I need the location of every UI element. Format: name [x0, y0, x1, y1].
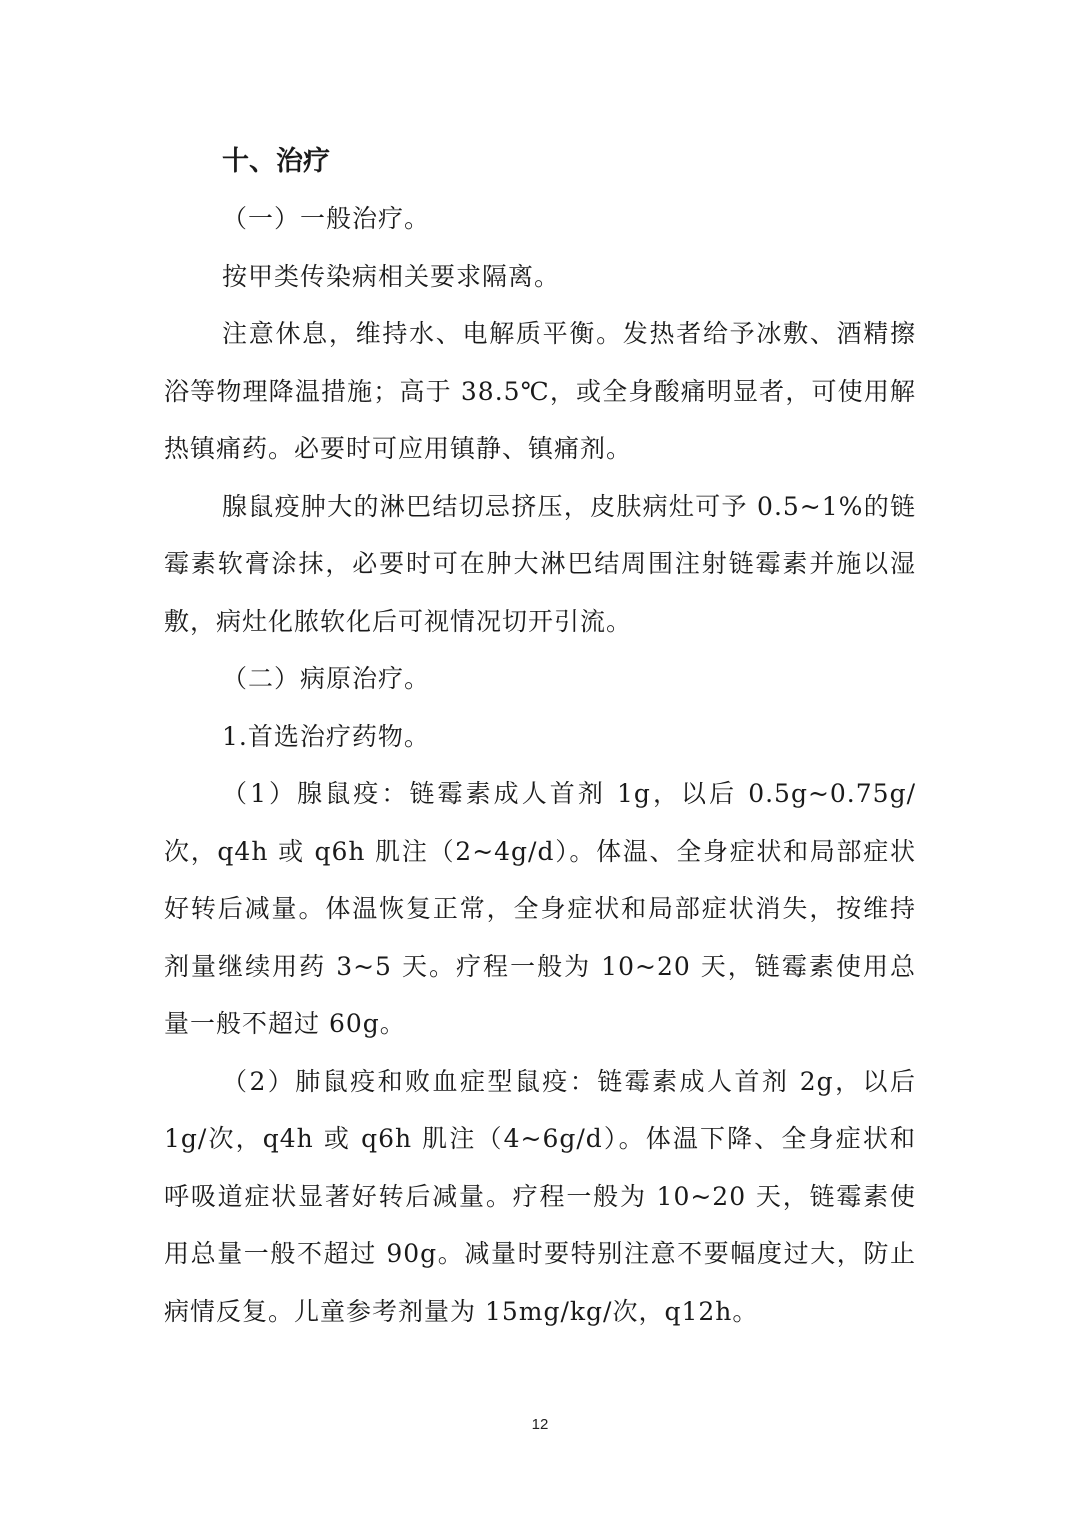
paragraph-rest-and-cooling: 注意休息，维持水、电解质平衡。发热者给予冰敷、酒精擦浴等物理降温措施；高于 38.5℃，或全身酸痛明显者，可使用解热镇痛药。必要时可应用镇静、镇痛剂。	[164, 319, 916, 463]
paragraph-lymph-node-care: 腺鼠疫肿大的淋巴结切忌挤压，皮肤病灶可予 0.5~1%的链霉素软膏涂抹，必要时可在肿大淋巴结周围注射链霉素并施以湿敷，病灶化脓软化后可视情况切开引流。	[164, 491, 916, 636]
paragraph-bubonic-plague-dosage: （1）腺鼠疫：链霉素成人首剂 1g，以后 0.5g~0.75g/次，q4h 或 q6h 肌注（2~4g/d）。体温、全身症状和局部症状好转后减量。体温恢复正常，全身症状和局部症状消失，按维持剂量继续用药 3~5 天。疗程一般为 10~20 天，链霉素使用总量一般不超过 60g。	[164, 779, 916, 1038]
section-heading: 十、治疗	[222, 146, 330, 177]
page-number: 12	[531, 1416, 549, 1433]
document-body	[164, 134, 916, 1340]
paragraph-pneumonic-septicemic-dosage: （2）肺鼠疫和败血症型鼠疫：链霉素成人首剂 2g，以后 1g/次，q4h 或 q6h 肌注（4~6g/d）。体温下降、全身症状和呼吸道症状显著好转后减量。疗程一般为 10~20 天，链霉素使用总量一般不超过 90g。减量时要特别注意不要幅度过大，防止病情反复。儿童参考剂量为 15mg/kg/次，q12h。	[164, 1066, 916, 1326]
subheading-general-treatment: （一）一般治疗。	[222, 204, 431, 233]
subheading-etiologic-treatment: （二）病原治疗。	[222, 664, 431, 693]
subheading-first-choice-drugs: 1.首选治疗药物。	[222, 721, 430, 751]
paragraph-isolation: 按甲类传染病相关要求隔离。	[222, 261, 561, 291]
